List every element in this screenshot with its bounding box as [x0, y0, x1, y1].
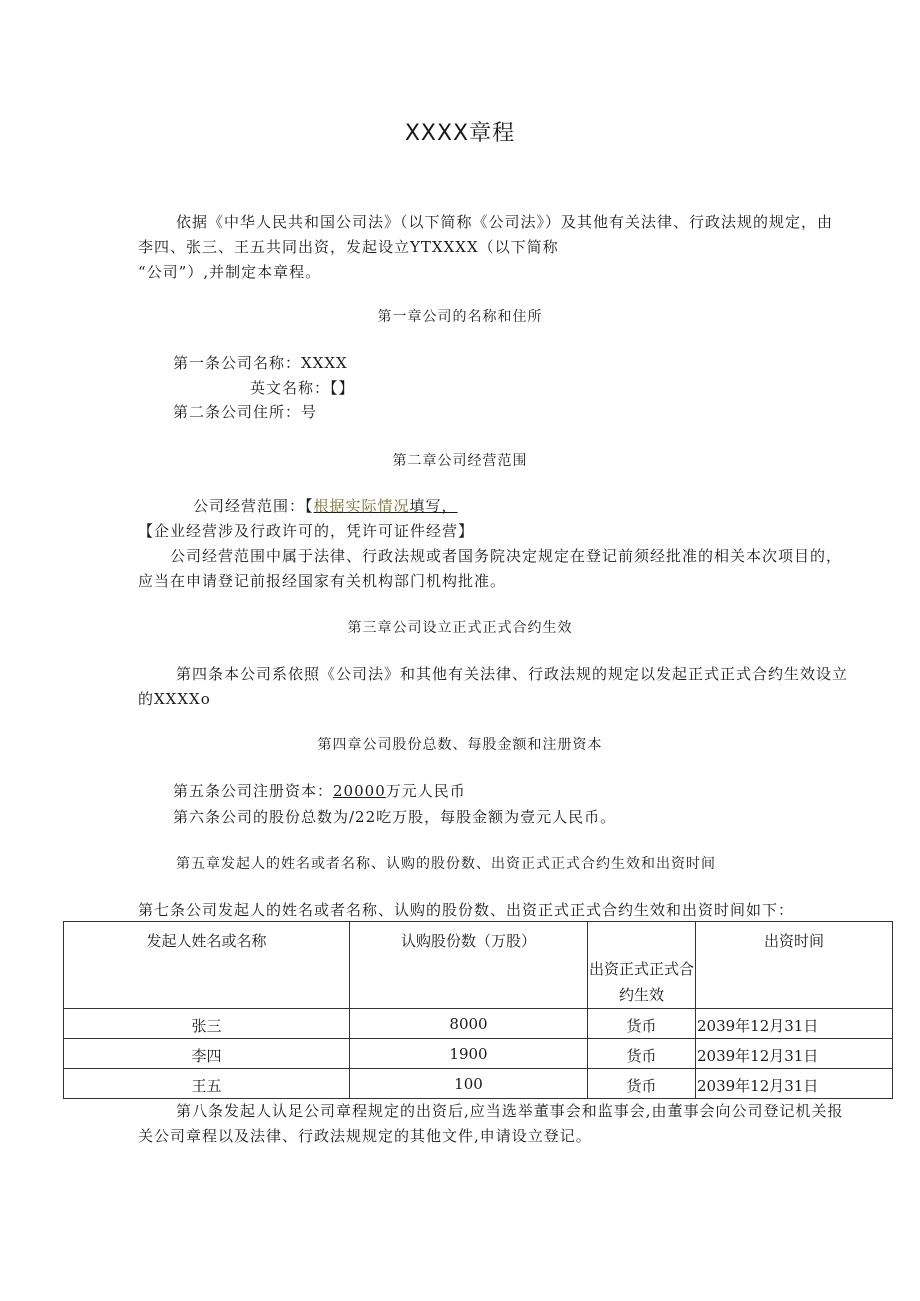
- article-5-suffix: 万元人民币: [385, 782, 466, 800]
- row-method: 货币: [626, 1017, 657, 1035]
- header-shares: 认购股份数（万股）: [350, 922, 588, 1009]
- row-method: 货币: [626, 1047, 657, 1065]
- table-row: [64, 1069, 893, 1099]
- table-header-row: [64, 922, 893, 1009]
- header-date: 出资时间: [696, 922, 893, 1009]
- chapter-4-heading: 第四章公司股份总数、每股金额和注册资本: [317, 737, 603, 753]
- row-shares: 100: [454, 1075, 483, 1093]
- row-date: 2039年12月31日: [697, 1017, 819, 1035]
- header-name: 发起人姓名或名称: [64, 922, 350, 1009]
- article-8-line-1: 第八条发起人认足公司章程规定的出资后,应当选举董事会和监事会,由董事会向公司登记机关报: [176, 1102, 844, 1120]
- approval-line-2: 应当在申请登记前报经国家有关机构部门机构批准。: [138, 572, 507, 590]
- english-name: 英文名称：【】: [250, 379, 355, 397]
- row-shares: 1900: [449, 1045, 488, 1063]
- table-row: [64, 1039, 893, 1069]
- preamble-line-3: “公司”）,并制定本章程。: [138, 263, 322, 281]
- promoters-table: [63, 921, 893, 1099]
- registered-capital-amount: 20000: [333, 782, 386, 800]
- row-name: 王五: [191, 1077, 222, 1095]
- row-method: 货币: [626, 1077, 657, 1095]
- row-name: 李四: [191, 1047, 222, 1065]
- approval-line-1: 公司经营范围中属于法律、行政法规或者国务院决定规定在登记前须经批准的相关本次项目的，: [170, 547, 843, 565]
- article-2: 第二条公司住所：号: [173, 403, 318, 421]
- row-date: 2039年12月31日: [697, 1077, 819, 1095]
- header-method: 出资正式正式合约生效: [588, 922, 696, 1009]
- preamble-line-1: 依据《中华人民共和国公司法》（以下简称《公司法》）及其他有关法律、行政法规的规定，由: [176, 213, 834, 231]
- article-6: 第六条公司的股份总数为/22吃万股，每股金额为壹元人民币。: [173, 808, 617, 826]
- table-row: [64, 1009, 893, 1039]
- row-name: 张三: [191, 1017, 222, 1035]
- chapter-1-heading: 第一章公司的名称和住所: [377, 309, 543, 325]
- chapter-2-heading: 第二章公司经营范围: [392, 453, 528, 469]
- scope-prefix: 公司经营范围：【: [193, 497, 314, 515]
- preamble-line-2: 李四、张三、王五共同出资，发起设立YTXXXX（以下简称: [138, 238, 559, 256]
- row-date: 2039年12月31日: [697, 1047, 819, 1065]
- scope-highlight: 根据实际情况: [313, 497, 410, 515]
- article-5-prefix: 第五条公司注册资本：: [173, 782, 334, 800]
- article-5: [173, 780, 466, 801]
- chapter-5-heading: 第五章发起人的姓名或者名称、认购的股份数、出资正式正式合约生效和出资时间: [176, 856, 716, 872]
- permit-note: 【企业经营涉及行政许可的，凭许可证件经营】: [138, 522, 475, 540]
- business-scope: [193, 495, 458, 516]
- scope-suffix: 填写，: [409, 497, 458, 515]
- chapter-3-heading: 第三章公司设立正式正式合约生效: [347, 620, 573, 636]
- article-8-line-2: 关公司章程以及法律、行政法规规定的其他文件,申请设立登记。: [138, 1127, 592, 1145]
- article-1: 第一条公司名称：XXXX: [173, 354, 348, 372]
- row-shares: 8000: [449, 1015, 488, 1033]
- document-title: XXXX章程: [404, 121, 516, 146]
- article-7: 第七条公司发起人的姓名或者名称、认购的股份数、出资正式正式合约生效和出资时间如下：: [138, 901, 795, 919]
- scope-fill-in: [314, 497, 458, 515]
- article-4-line-2: 的XXXXo: [138, 690, 211, 708]
- article-4-line-1: 第四条本公司系依照《公司法》和其他有关法律、行政法规的规定以发起正式正式合约生效设立: [176, 665, 849, 683]
